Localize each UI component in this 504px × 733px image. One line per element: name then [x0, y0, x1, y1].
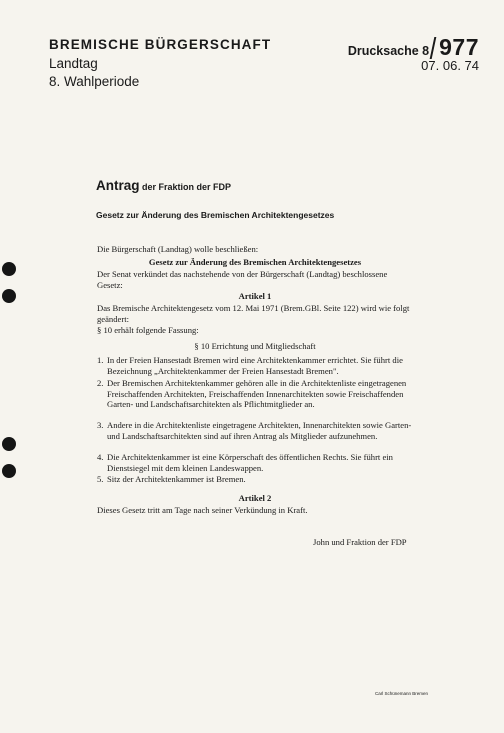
- signature: John und Fraktion der FDP: [313, 537, 407, 547]
- item-text: Der Bremischen Architektenkammer gehören alle in die Architektenliste eingetragenen Freischaffenden Architekten, Freischaffenden Innenarchitekten sowie Freischaffenden Garten- und Landschaftsarchitekten als Pflichtmitglieder an.: [107, 378, 407, 410]
- item-text: Andere in die Architektenliste eingetragene Architekten, Innenarchitekten sowie Garten- und Landschaftsarchitekten sind auf ihren Antrag als Mitglieder aufzunehmen.: [107, 420, 412, 441]
- item-text: Sitz der Architektenkammer ist Bremen.: [107, 474, 246, 484]
- artikel2-text: Dieses Gesetz tritt am Tage nach seiner Verkündung in Kraft.: [97, 505, 308, 515]
- antrag-heading: [96, 178, 231, 193]
- section-title: § 10 Errichtung und Mitgliedschaft: [194, 341, 316, 351]
- chamber-name: Landtag: [49, 56, 98, 71]
- punch-hole: [2, 289, 16, 303]
- punch-hole: [2, 262, 16, 276]
- item-text: In der Freien Hansestadt Bremen wird eine Architektenkammer errichtet. Sie führt die Bezeichnung „Architektenkammer der Freien Hansestadt Bremen".: [107, 355, 403, 376]
- document-date: 07. 06. 74: [421, 58, 479, 73]
- printer-imprint: Carl Schünemann Bremen: [374, 691, 428, 696]
- item-number: 4.: [97, 452, 104, 462]
- artikel1-text: Das Bremische Architektengesetz vom 12. Mai 1971 (Brem.GBl. Seite 122) wird wie folgt geändert:: [97, 303, 410, 324]
- artikel1-heading: Artikel 1: [238, 291, 272, 301]
- amendment-text: § 10 erhält folgende Fassung:: [97, 325, 199, 335]
- drucksache-number: 977: [439, 34, 479, 60]
- antrag-by: der Fraktion der FDP: [142, 182, 232, 192]
- preamble-text: Der Senat verkündet das nachstehende von der Bürgerschaft (Landtag) beschlossene Gesetz:: [97, 269, 388, 290]
- list-item: [97, 378, 415, 410]
- list-item: [97, 355, 415, 376]
- artikel2-heading: Artikel 2: [238, 493, 272, 503]
- item-number: 2.: [97, 378, 104, 388]
- divider-slash: [430, 37, 437, 59]
- antrag-word: Antrag: [96, 178, 140, 193]
- punch-hole: [2, 437, 16, 451]
- law-title: Gesetz zur Änderung des Bremischen Architektengesetzes: [148, 257, 362, 267]
- item-number: 5.: [97, 474, 104, 484]
- item-text: Die Architektenkammer ist eine Körperschaft des öffentlichen Rechts. Sie führt ein Dienstsiegel mit dem kleinen Landeswappen.: [107, 452, 393, 473]
- item-number: 3.: [97, 420, 104, 430]
- list-item: [97, 474, 415, 485]
- drucksache-label: Drucksache 8: [347, 44, 430, 58]
- punch-hole: [2, 464, 16, 478]
- institution-name: BREMISCHE BÜRGERSCHAFT: [49, 37, 272, 52]
- intro-text: Die Bürgerschaft (Landtag) wolle beschließen:: [97, 244, 259, 254]
- list-item: [97, 420, 415, 441]
- gesetz-heading: Gesetz zur Änderung des Bremischen Architektengesetzes: [96, 210, 335, 220]
- item-number: 1.: [97, 355, 104, 365]
- legislative-period: 8. Wahlperiode: [49, 74, 140, 89]
- drucksache-block: [348, 34, 479, 61]
- list-item: [97, 452, 415, 473]
